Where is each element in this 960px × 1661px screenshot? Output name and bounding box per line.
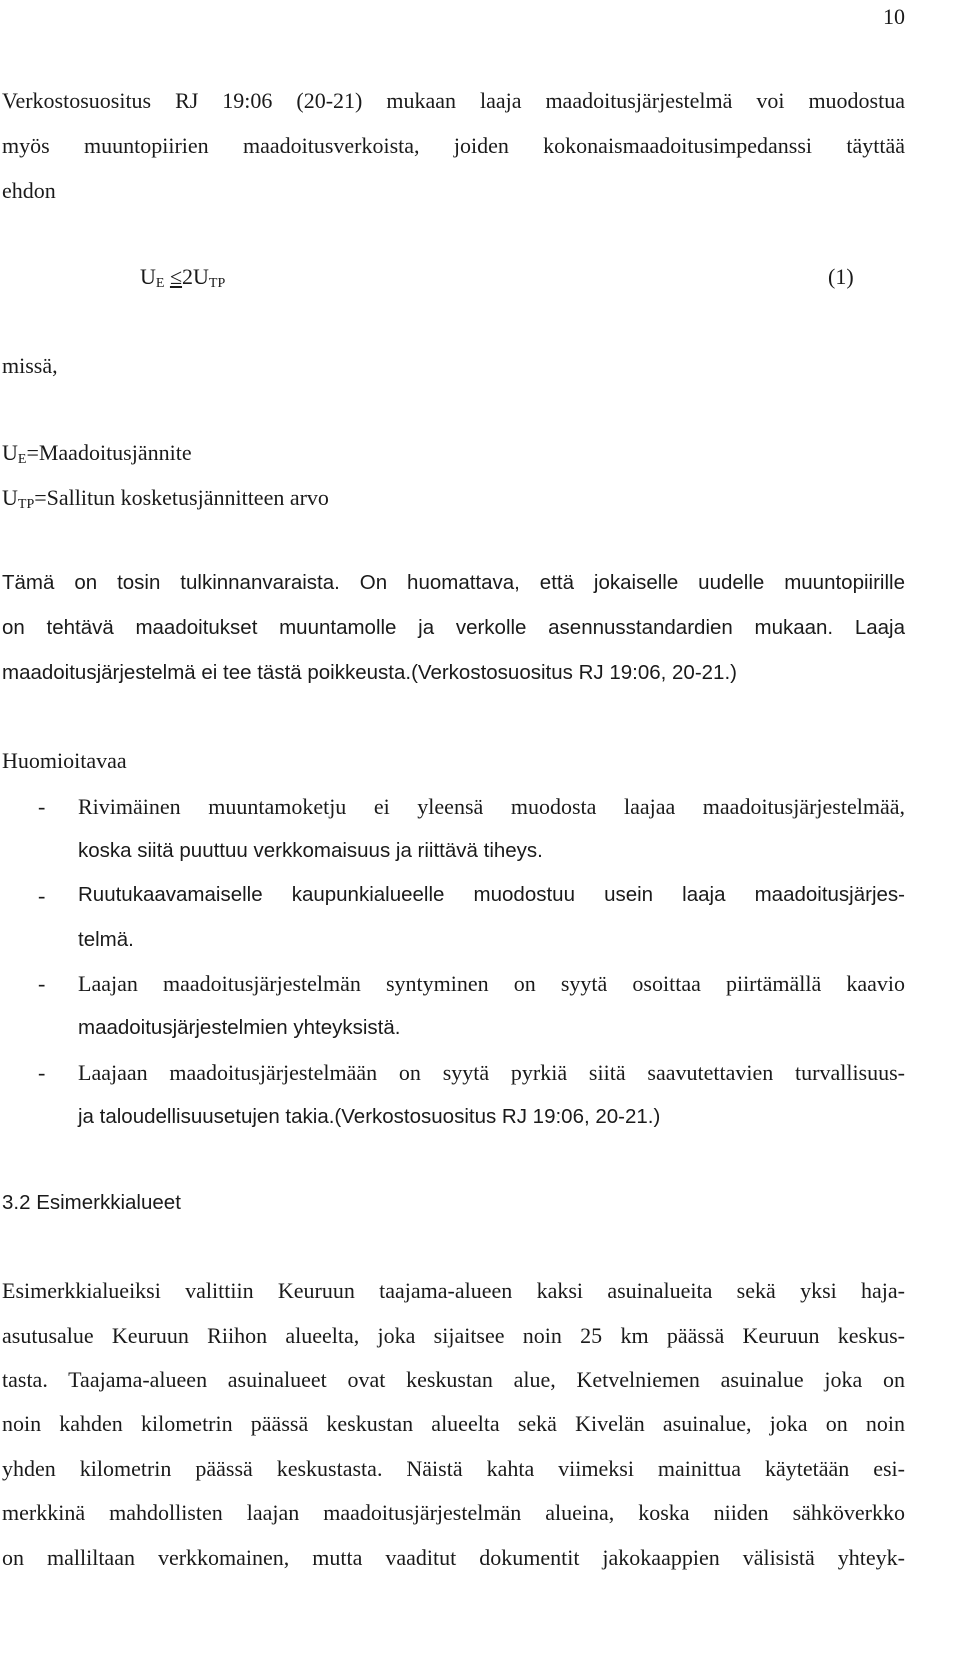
intro-line-2: myös muuntopiirien maadoitusverkoista, joiden kokonaismaadoitusimpedanssi täyttää: [2, 133, 905, 158]
definition-subscript: TP: [17, 497, 35, 512]
para3-line-1: Esimerkkialueiksi valittiin Keuruun taajama-alueen kaksi asuinalueita sekä yksi haja-: [2, 1278, 905, 1303]
bullet-3-line-1: Laajan maadoitusjärjestelmän syntyminen on syytä osoittaa piirtämällä kaavio: [78, 971, 905, 996]
para3-line-3: tasta. Taajama-alueen asuinalueet ovat keskustan alue, Ketvelniemen asuinalue joka on: [2, 1367, 905, 1392]
para3-line-7: on malliltaan verkkomainen, mutta vaaditut dokumentit jakokaappien välisistä yhteyk-: [2, 1545, 905, 1570]
bullet-1-line-2: koska siitä puuttuu verkkomaisuus ja riittävä tiheys.: [78, 839, 543, 862]
bullet-3-line-2: maadoitusjärjestelmien yhteyksistä.: [78, 1016, 401, 1039]
definition-utp: [2, 487, 329, 512]
para3-line-4: noin kahden kilometrin päässä keskustan alueelta sekä Kivelän asuinalue, joka on noin: [2, 1411, 905, 1436]
bullet-dash: -: [38, 1060, 46, 1085]
bullet-2-line-2: telmä.: [78, 928, 134, 951]
bullet-2-line-1: Ruutukaavamaiselle kaupunkialueelle muodostuu usein laaja maadoitusjärjes-: [78, 883, 905, 906]
bullet-dash: -: [38, 794, 46, 819]
definition-text: =Sallitun kosketusjännitteen arvo: [34, 485, 329, 510]
equation: [140, 266, 225, 291]
bullet-1-line-1: Rivimäinen muuntamoketju ei yleensä muodosta laajaa maadoitusjärjestelmää,: [78, 794, 905, 819]
equation-lhs: U: [140, 264, 156, 289]
equation-rhs-subscript: TP: [208, 276, 226, 291]
para3-line-5: yhden kilometrin päässä keskustasta. Näistä kahta viimeksi mainittua käytetään esi-: [2, 1456, 905, 1481]
definition-symbol: U: [2, 485, 18, 510]
intro-line-3: ehdon: [2, 178, 56, 203]
para3-line-2: asutusalue Keuruun Riihon alueelta, joka sijaitsee noin 25 km päässä Keuruun keskus-: [2, 1323, 905, 1348]
equation-relation: ≤: [169, 264, 183, 289]
equation-number: (1): [828, 264, 854, 289]
para3-line-6: merkkinä mahdollisten laajan maadoitusjärjestelmän alueina, koska niiden sähköverkko: [2, 1500, 905, 1525]
definition-ue: [2, 442, 192, 467]
definition-subscript: E: [17, 452, 27, 467]
notes-heading: Huomioitavaa: [2, 748, 127, 773]
para2-line-3: maadoitusjärjestelmä ei tee tästä poikkeusta.(Verkostosuositus RJ 19:06, 20-21.): [2, 661, 737, 684]
bullet-dash: -: [38, 883, 46, 908]
intro-line-1: Verkostosuositus RJ 19:06 (20-21) mukaan laaja maadoitusjärjestelmä voi muodostua: [2, 88, 905, 113]
definition-text: =Maadoitusjännite: [26, 440, 192, 465]
bullet-dash: -: [38, 971, 46, 996]
where-label: missä,: [2, 353, 58, 378]
bullet-4-line-2: ja taloudellisuusetujen takia.(Verkostosuositus RJ 19:06, 20-21.): [78, 1105, 661, 1128]
section-heading: 3.2 Esimerkkialueet: [2, 1191, 181, 1214]
para2-line-1: Tämä on tosin tulkinnanvaraista. On huomattava, että jokaiselle uudelle muuntopiirille: [2, 571, 905, 594]
para2-line-2: on tehtävä maadoitukset muuntamolle ja verkolle asennusstandardien mukaan. Laaja: [2, 616, 905, 639]
equation-lhs-subscript: E: [155, 276, 165, 291]
equation-rhs: 2U: [182, 264, 209, 289]
page-number: 10: [883, 4, 905, 29]
bullet-4-line-1: Laajaan maadoitusjärjestelmään on syytä pyrkiä siitä saavutettavien turvallisuus-: [78, 1060, 905, 1085]
definition-symbol: U: [2, 440, 18, 465]
